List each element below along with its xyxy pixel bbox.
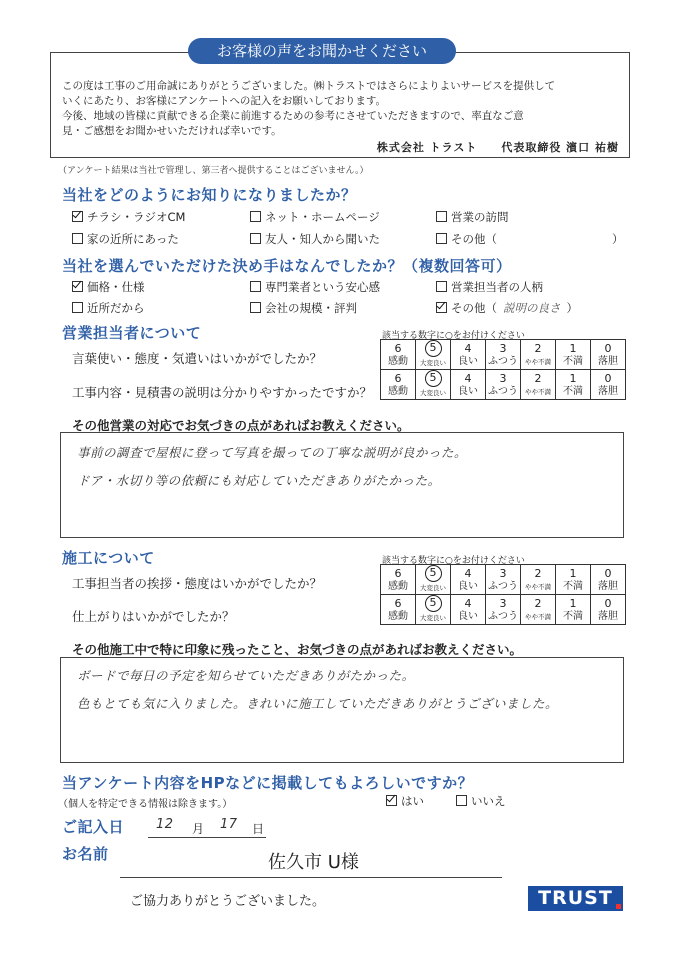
- rating-cell[interactable]: 6 感動: [381, 565, 416, 595]
- checkbox-icon[interactable]: [436, 281, 447, 292]
- comment-line: ボードで毎日の予定を知らせていただきありがたかった。: [77, 668, 415, 683]
- name-underline: [120, 876, 502, 878]
- selected-circle-icon: 5: [425, 370, 442, 387]
- signature: 株式会社 トラスト 代表取締役 濱口 祐樹: [376, 141, 619, 154]
- checkbox-icon[interactable]: [456, 795, 467, 806]
- selected-circle-icon: 5: [425, 340, 442, 357]
- intro-line: いくにあたり、お客様にアンケートへの記入をお願いしております。: [62, 95, 387, 107]
- name-value[interactable]: 佐久市 U様: [268, 852, 359, 873]
- other-handwritten: 説明の良さ: [503, 301, 561, 315]
- q2-option[interactable]: その他（ 説明の良さ ）: [436, 300, 578, 316]
- publish-yes-option[interactable]: はい: [386, 793, 424, 809]
- rating-cell[interactable]: 3 ふつう: [486, 340, 521, 370]
- selected-circle-icon: 5: [425, 565, 442, 582]
- rating-cell-selected[interactable]: 5 大変良い: [416, 370, 451, 400]
- comment-line: 事前の調査で屋根に登って写真を撮っての丁寧な説明が良かった。: [77, 445, 468, 460]
- rating-cell-selected[interactable]: 5 大変良い: [416, 340, 451, 370]
- sales-question-1: 言葉使い・態度・気遣いはいかがでしたか？: [72, 351, 323, 366]
- rating-cell[interactable]: 2 やや不満: [521, 565, 556, 595]
- rating-cell[interactable]: 6 感動: [381, 595, 416, 625]
- date-day-value[interactable]: 17: [220, 817, 238, 832]
- rating-table-sales: [380, 339, 626, 400]
- rating-header: 該当する数字に○をお付けください: [382, 331, 525, 341]
- checkbox-icon[interactable]: [436, 233, 447, 244]
- rating-cell[interactable]: 3 ふつう: [486, 565, 521, 595]
- rating-row: [381, 595, 626, 625]
- rating-table-construction: [380, 564, 626, 625]
- rating-cell[interactable]: 0 落胆: [591, 370, 626, 400]
- checkbox-icon[interactable]: [250, 233, 261, 244]
- date-day-unit: 日: [252, 822, 265, 836]
- construction-comment-box[interactable]: [60, 657, 624, 763]
- rating-cell[interactable]: 2 やや不満: [521, 340, 556, 370]
- rating-cell-selected[interactable]: 5 大変良い: [416, 595, 451, 625]
- rating-row: [381, 370, 626, 400]
- checkbox-icon[interactable]: [250, 211, 261, 222]
- date-month-unit: 月: [192, 822, 205, 836]
- rating-cell[interactable]: 1 不満: [556, 595, 591, 625]
- q2-option[interactable]: 会社の規模・評判: [250, 300, 357, 316]
- publish-no-option[interactable]: いいえ: [456, 793, 506, 809]
- q1-option[interactable]: その他（ ）: [436, 231, 624, 247]
- construction-question-1: 工事担当者の挨拶・態度はいかがでしたか？: [72, 576, 323, 591]
- intro-line: 見・ご感想をお聞かせいただければ幸いです。: [62, 125, 282, 137]
- construction-section-title: 施工について: [62, 549, 155, 567]
- q2-title: 当社を選んでいただけた決め手はなんでしたか？（複数回答可）: [62, 257, 512, 275]
- date-label: ご記入日: [62, 818, 125, 836]
- logo-dot-icon: [616, 904, 621, 909]
- q2-option[interactable]: 営業担当者の人柄: [436, 279, 543, 295]
- rating-row: [381, 565, 626, 595]
- rating-cell[interactable]: 4 良い: [451, 565, 486, 595]
- checkbox-icon[interactable]: [250, 302, 261, 313]
- q1-option[interactable]: 営業の訪問: [436, 209, 509, 225]
- rating-cell[interactable]: 0 落胆: [591, 595, 626, 625]
- sales-comment-box[interactable]: [60, 432, 624, 538]
- checkbox-icon[interactable]: [72, 302, 83, 313]
- comment-line: ドア・水切り等の依頼にも対応していただきありがたかった。: [77, 473, 441, 488]
- privacy-note: （アンケート結果は当社で管理し、第三者へ提供することはございません。）: [58, 166, 369, 176]
- rating-header: 該当する数字に○をお付けください: [382, 556, 525, 566]
- q1-option[interactable]: チラシ・ラジオCM: [72, 209, 185, 225]
- construction-question-2: 仕上がりはいかがでしたか？: [72, 609, 235, 624]
- rating-cell[interactable]: 3 ふつう: [486, 595, 521, 625]
- rating-row: [381, 340, 626, 370]
- rating-cell[interactable]: 1 不満: [556, 340, 591, 370]
- comment-line: 色もとても気に入りました。きれいに施工していただきありがとうございました。: [77, 696, 559, 711]
- rating-cell[interactable]: 4 良い: [451, 595, 486, 625]
- q1-title: 当社をどのようにお知りになりましたか？: [62, 186, 357, 204]
- q1-option[interactable]: 友人・知人から聞いた: [250, 231, 380, 247]
- rating-cell[interactable]: 0 落胆: [591, 340, 626, 370]
- checkbox-checked-icon[interactable]: [72, 281, 83, 292]
- rating-cell[interactable]: 2 やや不満: [521, 370, 556, 400]
- q1-option[interactable]: 家の近所にあった: [72, 231, 179, 247]
- thanks-message: ご協力ありがとうございました。: [130, 894, 326, 909]
- intro-line: 今後、地域の皆様に貢献できる企業に前進するための参考にさせていただきますので、率直なご意: [62, 110, 524, 122]
- sales-comment-prompt: その他営業の対応でお気づきの点があればお教えください。: [72, 418, 410, 433]
- intro-line: この度は工事のご用命誠にありがとうございました。㈱トラストではさらによりよいサービスを提供して: [62, 80, 556, 92]
- q2-option[interactable]: 近所だから: [72, 300, 145, 316]
- rating-cell[interactable]: 1 不満: [556, 565, 591, 595]
- checkbox-icon[interactable]: [436, 211, 447, 222]
- checkbox-icon[interactable]: [250, 281, 261, 292]
- intro-text: [62, 79, 622, 139]
- rating-cell[interactable]: 6 感動: [381, 370, 416, 400]
- survey-title: お客様の声をお聞かせください: [188, 38, 456, 64]
- construction-comment-prompt: その他施工中で特に印象に残ったこと、お気づきの点があればお教えください。: [72, 642, 523, 657]
- rating-cell[interactable]: 0 落胆: [591, 565, 626, 595]
- checkbox-checked-icon[interactable]: [72, 211, 83, 222]
- q2-option[interactable]: 価格・仕様: [72, 279, 145, 295]
- rating-cell[interactable]: 3 ふつう: [486, 370, 521, 400]
- rating-cell[interactable]: 1 不満: [556, 370, 591, 400]
- rating-cell-selected[interactable]: 5 大変良い: [416, 565, 451, 595]
- checkbox-checked-icon[interactable]: [436, 302, 447, 313]
- sales-question-2: 工事内容・見積書の説明は分かりやすかったですか？: [72, 385, 373, 400]
- publish-title: 当アンケート内容をHPなどに掲載してもよろしいですか？: [62, 774, 474, 792]
- name-label: お名前: [62, 845, 109, 863]
- rating-cell[interactable]: 4 良い: [451, 370, 486, 400]
- checkbox-icon[interactable]: [72, 233, 83, 244]
- trust-logo: TRUST: [528, 886, 623, 911]
- q1-option[interactable]: ネット・ホームページ: [250, 209, 380, 225]
- rating-cell[interactable]: 4 良い: [451, 340, 486, 370]
- rating-cell[interactable]: 2 やや不満: [521, 595, 556, 625]
- checkbox-checked-icon[interactable]: [386, 795, 397, 806]
- selected-circle-icon: 5: [425, 595, 442, 612]
- sales-section-title: 営業担当者について: [62, 324, 202, 342]
- rating-cell[interactable]: 6 感動: [381, 340, 416, 370]
- date-month-value[interactable]: 12: [156, 817, 174, 832]
- q2-option[interactable]: 専門業者という安心感: [250, 279, 380, 295]
- publish-note: （個人を特定できる情報は除きます。）: [58, 799, 233, 810]
